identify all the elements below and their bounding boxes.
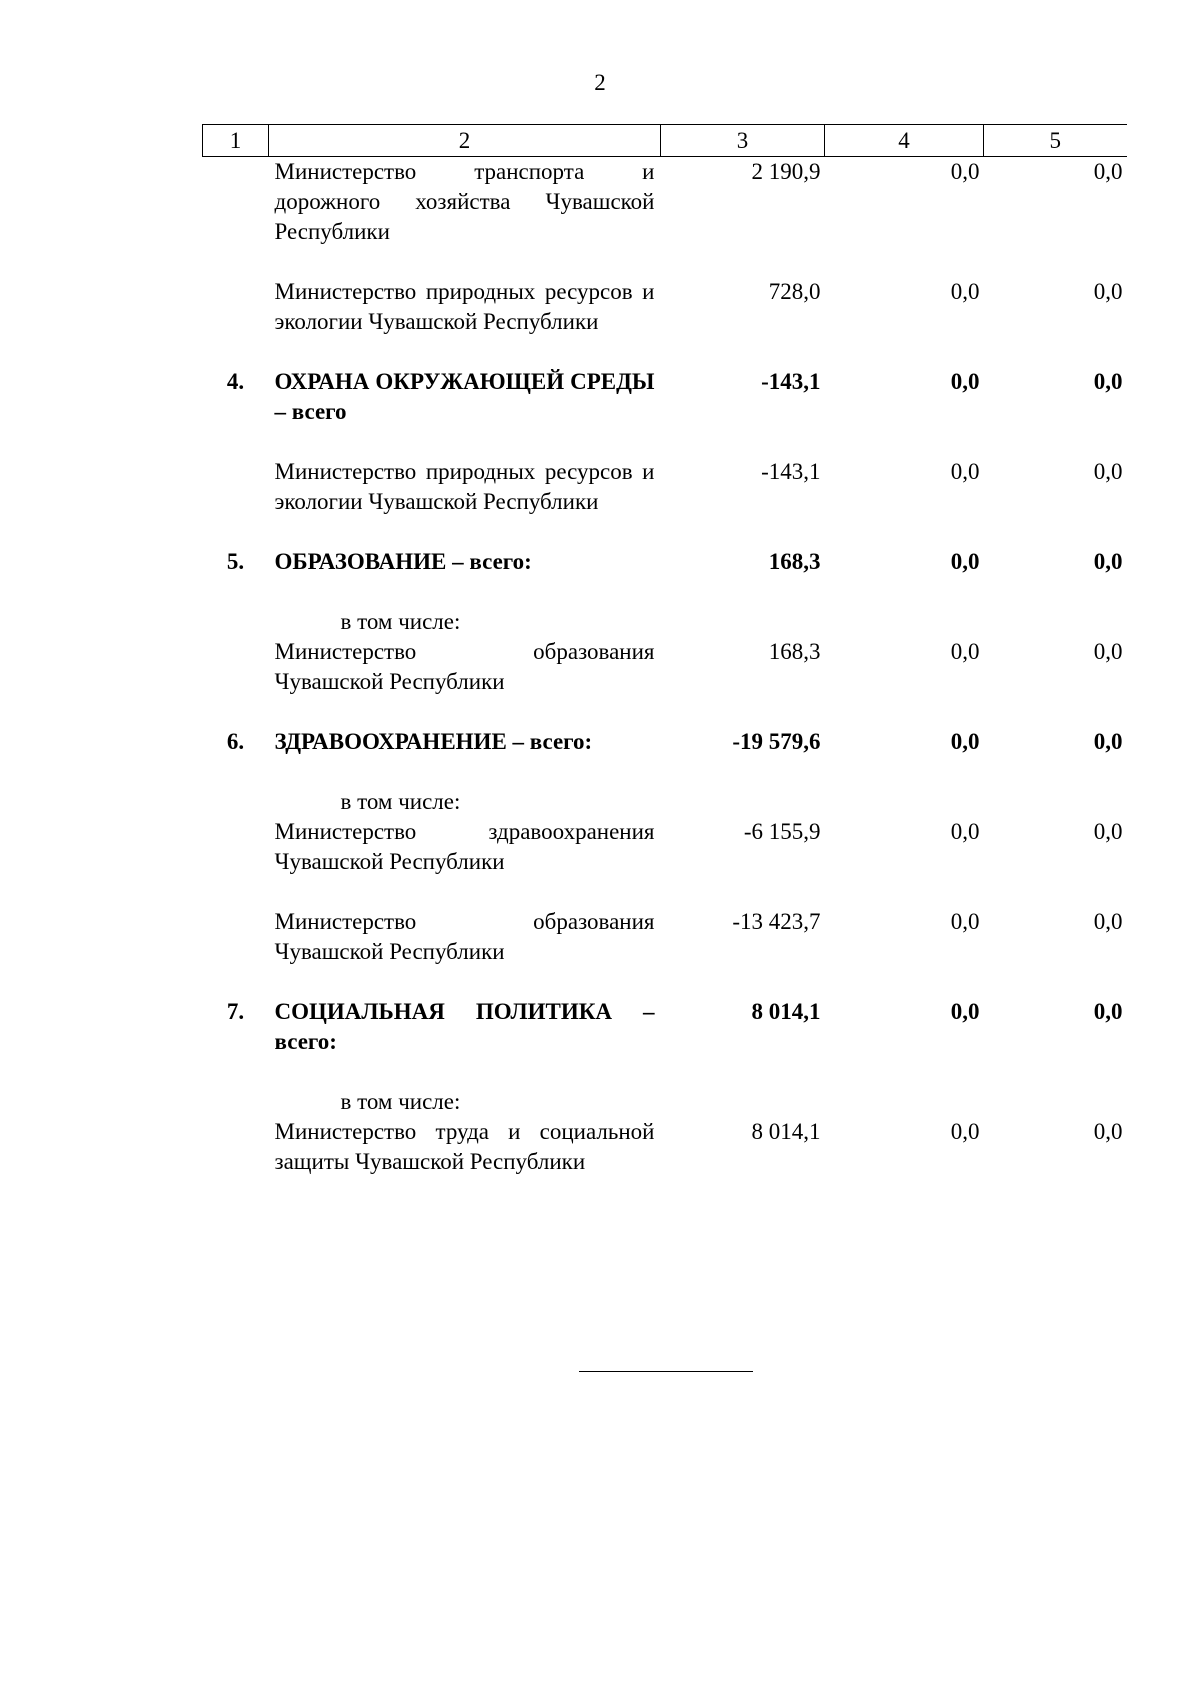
row-number: 4. xyxy=(226,369,245,394)
table-row xyxy=(203,817,1127,877)
value-col-5: 0,0 xyxy=(1093,549,1123,574)
budget-table xyxy=(202,124,1127,1177)
row-number xyxy=(203,817,269,877)
value-col-5 xyxy=(984,1087,1127,1117)
value-col-4: 0,0 xyxy=(950,369,980,394)
value-col-4: 0,0 xyxy=(950,549,980,574)
row-number xyxy=(203,637,269,697)
spacer-cell xyxy=(203,757,1127,787)
spacer-cell xyxy=(203,517,1127,547)
row-spacer xyxy=(203,517,1127,547)
subtotal-label: в том числе: xyxy=(340,1089,461,1114)
row-name: Министерство транспорта и дорожного хозяйства Чувашской Республики xyxy=(274,159,655,244)
value-col-3: -13 423,7 xyxy=(732,909,821,934)
table-row xyxy=(203,547,1127,577)
row-name: ОХРАНА ОКРУЖАЮЩЕЙ СРЕДЫ – всего xyxy=(274,369,655,424)
value-col-3 xyxy=(661,787,825,817)
table-row xyxy=(203,997,1127,1057)
row-name: Министерство природных ресурсов и экологии Чувашской Республики xyxy=(274,459,655,514)
value-col-4: 0,0 xyxy=(950,999,980,1024)
value-col-5 xyxy=(984,607,1127,637)
row-number xyxy=(203,787,269,817)
value-col-4 xyxy=(825,607,984,637)
row-name: Министерство образования Чувашской Республики xyxy=(274,639,655,694)
value-col-5: 0,0 xyxy=(1093,639,1123,664)
value-col-3: -143,1 xyxy=(761,459,821,484)
row-spacer xyxy=(203,427,1127,457)
spacer-cell xyxy=(203,427,1127,457)
spacer-cell xyxy=(203,697,1127,727)
table-row xyxy=(203,787,1127,817)
value-col-4: 0,0 xyxy=(950,459,980,484)
value-col-3: 168,3 xyxy=(768,549,821,574)
header-col-2: 2 xyxy=(269,125,661,157)
value-col-3: 8 014,1 xyxy=(751,999,821,1024)
row-spacer xyxy=(203,1057,1127,1087)
value-col-3: -6 155,9 xyxy=(743,819,821,844)
value-col-5 xyxy=(984,787,1127,817)
value-col-4: 0,0 xyxy=(950,729,980,754)
value-col-3 xyxy=(661,1087,825,1117)
subtotal-label: в том числе: xyxy=(340,789,461,814)
row-number: 6. xyxy=(226,729,245,754)
spacer-cell xyxy=(203,1057,1127,1087)
value-col-4 xyxy=(825,787,984,817)
table-row xyxy=(203,907,1127,967)
value-col-3: 2 190,9 xyxy=(751,159,821,184)
spacer-cell xyxy=(203,337,1127,367)
value-col-5: 0,0 xyxy=(1093,1119,1123,1144)
header-col-3: 3 xyxy=(661,125,825,157)
row-spacer xyxy=(203,967,1127,997)
row-name: Министерство образования Чувашской Республики xyxy=(274,909,655,964)
row-name: СОЦИАЛЬНАЯ ПОЛИТИКА – всего: xyxy=(274,999,655,1054)
row-name: ОБРАЗОВАНИЕ – всего: xyxy=(274,549,532,574)
row-spacer xyxy=(203,337,1127,367)
row-number: 5. xyxy=(226,549,245,574)
row-number: 7. xyxy=(226,999,245,1024)
row-spacer xyxy=(203,757,1127,787)
table-row xyxy=(203,457,1127,517)
table-row xyxy=(203,607,1127,637)
header-col-1: 1 xyxy=(203,125,269,157)
value-col-3: 728,0 xyxy=(768,279,821,304)
value-col-4: 0,0 xyxy=(950,639,980,664)
page-number: 2 xyxy=(594,70,606,95)
table-header xyxy=(203,125,1127,157)
table-row xyxy=(203,637,1127,697)
row-number xyxy=(203,1087,269,1117)
value-col-4 xyxy=(825,1087,984,1117)
row-name: Министерство труда и социальной защиты Чувашской Республики xyxy=(274,1119,655,1174)
value-col-4: 0,0 xyxy=(950,279,980,304)
end-rule xyxy=(579,1371,753,1372)
value-col-3: -143,1 xyxy=(761,369,821,394)
row-number xyxy=(203,457,269,517)
table-body xyxy=(203,157,1127,1178)
table-row xyxy=(203,1087,1127,1117)
value-col-5: 0,0 xyxy=(1093,819,1123,844)
row-number xyxy=(203,1117,269,1177)
spacer-cell xyxy=(203,967,1127,997)
value-col-5: 0,0 xyxy=(1093,909,1123,934)
header-col-4: 4 xyxy=(825,125,984,157)
row-spacer xyxy=(203,577,1127,607)
spacer-cell xyxy=(203,877,1127,907)
value-col-4: 0,0 xyxy=(950,819,980,844)
value-col-5: 0,0 xyxy=(1093,279,1123,304)
value-col-5: 0,0 xyxy=(1093,459,1123,484)
value-col-4: 0,0 xyxy=(950,1119,980,1144)
value-col-5: 0,0 xyxy=(1093,369,1123,394)
value-col-5: 0,0 xyxy=(1093,729,1123,754)
table-row xyxy=(203,727,1127,757)
row-spacer xyxy=(203,877,1127,907)
table-row xyxy=(203,277,1127,337)
row-spacer xyxy=(203,697,1127,727)
row-number xyxy=(203,277,269,337)
row-number xyxy=(203,157,269,248)
value-col-5: 0,0 xyxy=(1093,159,1123,184)
row-name: Министерство здравоохранения Чувашской Республики xyxy=(274,819,655,874)
spacer-cell xyxy=(203,577,1127,607)
table-row xyxy=(203,1117,1127,1177)
value-col-4: 0,0 xyxy=(950,159,980,184)
table-row xyxy=(203,157,1127,248)
subtotal-label: в том числе: xyxy=(340,609,461,634)
row-number xyxy=(203,907,269,967)
row-name: Министерство природных ресурсов и экологии Чувашской Республики xyxy=(274,279,655,334)
value-col-3: -19 579,6 xyxy=(732,729,821,754)
spacer-cell xyxy=(203,247,1127,277)
header-row xyxy=(203,125,1127,157)
value-col-3: 168,3 xyxy=(768,639,821,664)
header-col-5: 5 xyxy=(984,125,1127,157)
value-col-5: 0,0 xyxy=(1093,999,1123,1024)
table-row xyxy=(203,367,1127,427)
value-col-3 xyxy=(661,607,825,637)
row-name: ЗДРАВООХРАНЕНИЕ – всего: xyxy=(274,729,593,754)
value-col-4: 0,0 xyxy=(950,909,980,934)
row-spacer xyxy=(203,247,1127,277)
value-col-3: 8 014,1 xyxy=(751,1119,821,1144)
row-number xyxy=(203,607,269,637)
